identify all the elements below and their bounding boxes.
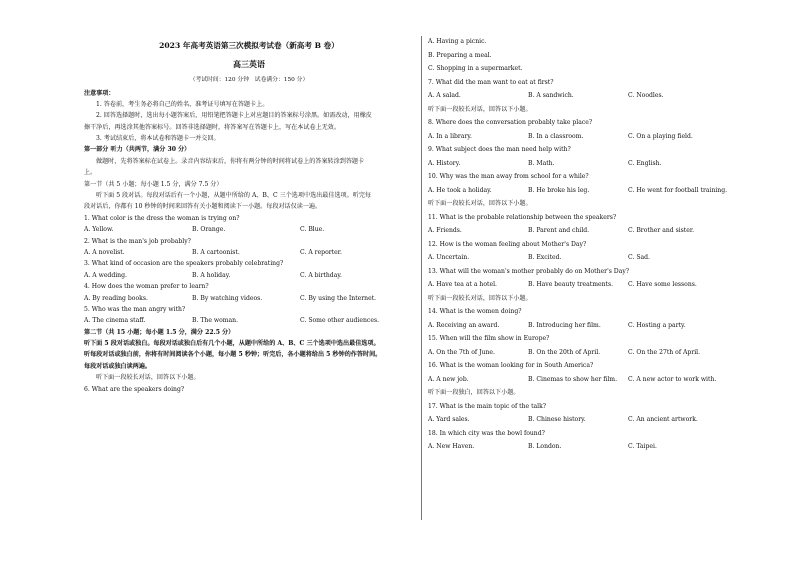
options-row xyxy=(84,317,414,325)
question-text: 2. What is the man's job probably? xyxy=(84,237,191,245)
option-a[interactable]: A. By reading books. xyxy=(84,294,148,302)
question-text: 7. What did the man want to eat at first? xyxy=(428,78,554,86)
options-row xyxy=(84,226,414,234)
option-b[interactable]: B. He broke his leg. xyxy=(528,186,590,194)
option-c[interactable]: C. Hosting a party. xyxy=(628,321,686,329)
option-a[interactable]: A. The cinema staff. xyxy=(84,317,146,325)
section2-instruction: 听下面 5 段对话或独白。每段对话或独白后有几个小题，从题中所给的 A、B、C 三个选项中选出最佳选项。 xyxy=(84,340,380,348)
options-row xyxy=(428,254,728,262)
question-text: 15. When will the film show in Europe? xyxy=(428,335,550,342)
note-item: 3. 考试结束后，将本试卷和答题卡一并交回。 xyxy=(96,135,220,143)
option-a[interactable]: A. Having a picnic. xyxy=(428,38,487,45)
part1-instruction: 做题时，先将答案标在试卷上。录音内容结束后，你将有两分钟的时间将试卷上的答案转涂到答题卡 xyxy=(96,157,365,165)
option-a[interactable]: A. Friends. xyxy=(428,227,462,234)
options-row xyxy=(428,133,728,141)
listen-prompt: 听下面一段独白，回答以下小题。 xyxy=(428,389,520,396)
option-c[interactable]: C. On the 27th of April. xyxy=(628,348,701,356)
question-text: 13. What will the woman's mother probably do on Mother's Day? xyxy=(428,267,630,275)
question-text: 6. What are the speakers doing? xyxy=(84,385,185,393)
option-c[interactable]: C. He went for football training. xyxy=(628,186,728,194)
options-row xyxy=(428,92,728,100)
option-c[interactable]: C. Sad. xyxy=(628,254,650,261)
section1-instruction: 段对话后，你都有 10 秒钟的时间来回答有关小题和阅读下一小题。每段对话仅读一遍。 xyxy=(84,203,322,211)
right-column xyxy=(428,38,728,451)
section2-heading: 第二节（共 15 小题；每小题 1.5 分，满分 22.5 分） xyxy=(84,328,235,336)
question-text: 14. What is the women doing? xyxy=(428,308,522,315)
question-text: 9. What subject does the man need help with? xyxy=(428,146,571,153)
options-row xyxy=(84,295,414,303)
option-b[interactable]: B. Math. xyxy=(528,159,555,167)
question-text: 18. In which city was the bowl found? xyxy=(428,429,545,437)
question-text: 12. How is the woman feeling about Mother's Day? xyxy=(428,240,587,248)
option-a[interactable]: A. Uncertain. xyxy=(428,254,470,261)
question-text: 17. What is the main topic of the talk? xyxy=(428,402,547,410)
option-c[interactable]: C. A reporter. xyxy=(300,248,342,256)
option-c[interactable]: C. Blue. xyxy=(300,226,325,234)
option-a[interactable]: A. History. xyxy=(428,159,461,167)
options-row xyxy=(428,349,728,357)
option-b[interactable]: B. The woman. xyxy=(192,317,239,325)
options-row xyxy=(428,376,728,384)
option-b[interactable]: B. Orange. xyxy=(192,226,226,234)
option-a[interactable]: A. A new job. xyxy=(428,375,469,383)
section2-instruction: 听每段对话或独白前，你将有时间阅读各个小题，每小题 5 秒钟；听完后，各小题将给出 5 秒钟的作答时间。 xyxy=(84,351,382,359)
option-b[interactable]: B. Chinese history. xyxy=(528,416,586,423)
question-text: 5. Who was the man angry with? xyxy=(84,305,186,313)
option-a[interactable]: A. Have tea at a hotel. xyxy=(428,281,497,288)
listen-prompt: 听下面一段较长对话，回答以下小题。 xyxy=(428,200,532,207)
note-item: 2. 回答选择题时，选出每小题答案后，用铅笔把答题卡上对应题目的答案标号涂黑。如需改动，用橡皮 xyxy=(96,112,372,120)
options-row xyxy=(428,322,728,330)
option-b[interactable]: B. Have beauty treatments. xyxy=(528,281,614,288)
column-divider xyxy=(421,36,422,520)
question-text: 16. What is the woman looking for in South America? xyxy=(428,362,594,369)
note-item: 擦干净后，再选涂其他答案标号。回答非选择题时，将答案写在答题卡上，写在本试卷上无效。 xyxy=(84,123,340,131)
option-c[interactable]: C. Noodles. xyxy=(628,92,664,99)
exam-meta: （考试时间：120 分钟 试卷满分：150 分） xyxy=(189,77,309,83)
option-b[interactable]: B. London. xyxy=(528,443,562,450)
option-b[interactable]: B. A sandwich. xyxy=(528,92,574,99)
option-a[interactable]: A. A novelist. xyxy=(84,248,125,256)
left-column xyxy=(84,38,414,394)
options-row xyxy=(428,187,728,195)
option-a[interactable]: A. He took a holiday. xyxy=(428,186,492,194)
option-a[interactable]: A. On the 7th of June. xyxy=(428,348,495,356)
section2-instruction: 每段对话或独白读两遍。 xyxy=(84,362,152,370)
option-a[interactable]: A. Yellow. xyxy=(84,226,114,234)
option-c[interactable]: C. Some other audiences. xyxy=(300,317,380,325)
option-c[interactable]: C. On a playing field. xyxy=(628,132,693,140)
section1-heading: 第一节（共 5 小题；每小题 1.5 分，满分 7.5 分） xyxy=(84,180,223,188)
note-item: 1. 答卷前，考生务必将自己的姓名、准考证号填写在答题卡上。 xyxy=(96,100,269,108)
option-a[interactable]: A. New Haven. xyxy=(428,443,475,450)
question-text: 8. Where does the conversation probably take place? xyxy=(428,119,593,126)
option-c[interactable]: C. Brother and sister. xyxy=(628,227,695,234)
option-c[interactable]: C. Have some lessons. xyxy=(628,281,697,288)
option-b[interactable]: B. On the 20th of April. xyxy=(528,348,601,356)
option-b[interactable]: B. Parent and child. xyxy=(528,227,590,234)
part1-instruction: 上。 xyxy=(84,169,97,177)
question-text: 10. Why was the man away from school for a while? xyxy=(428,173,589,180)
option-c[interactable]: C. A new actor to work with. xyxy=(628,375,717,383)
subject-title: 高三英语 xyxy=(233,59,265,69)
option-c[interactable]: C. English. xyxy=(628,159,662,167)
question-text: 11. What is the probable relationship between the speakers? xyxy=(428,213,617,221)
listen-prompt: 听下面一段较长对话，回答以下小题。 xyxy=(96,374,200,382)
option-b[interactable]: B. Excited. xyxy=(528,254,562,261)
options-row xyxy=(428,416,728,424)
options-row xyxy=(428,160,728,168)
question-text: 4. How does the woman prefer to learn? xyxy=(84,283,209,291)
options-row xyxy=(428,227,728,235)
option-c[interactable]: C. A birthday. xyxy=(300,271,342,279)
option-b[interactable]: B. A cartoonist. xyxy=(192,248,240,256)
question-text: 3. What kind of occasion are the speakers probably celebrating? xyxy=(84,260,284,268)
option-a[interactable]: A. A salad. xyxy=(428,92,461,99)
question-text: 1. What color is the dress the woman is trying on? xyxy=(84,214,240,222)
option-a[interactable]: A. Yard sales. xyxy=(428,416,470,423)
option-b[interactable]: B. In a classroom. xyxy=(528,132,584,140)
listen-prompt: 听下面一段较长对话，回答以下小题。 xyxy=(428,294,532,302)
options-row xyxy=(428,443,728,451)
section1-instruction: 听下面 5 段对话。每段对话后有一个小题，从题中所给的 A、B、C 三个选项中选出最佳选项。听完每 xyxy=(96,192,372,200)
options-row xyxy=(84,272,414,280)
option-a[interactable]: A. In a library. xyxy=(428,132,472,140)
option-b[interactable]: B. Introducing her film. xyxy=(528,321,601,329)
options-row xyxy=(428,281,728,289)
option-b[interactable]: B. Cinemas to show her film. xyxy=(528,375,618,383)
option-a[interactable]: A. A wedding. xyxy=(84,271,127,279)
option-c[interactable]: C. Taipei. xyxy=(628,443,657,450)
options-row xyxy=(84,249,414,257)
notes-heading: 注意事项： xyxy=(84,89,115,97)
option-b[interactable]: B. Preparing a meal. xyxy=(428,51,492,59)
exam-title: 2023 年高考英语第三次模拟考试卷（新高考 B 卷） xyxy=(159,41,339,50)
option-c[interactable]: C. An ancient artwork. xyxy=(628,416,698,423)
listen-prompt: 听下面一段较长对话，回答以下小题。 xyxy=(428,105,532,113)
option-b[interactable]: B. A holiday. xyxy=(192,271,231,279)
part1-heading: 第一部分 听力（共两节，满分 30 分） xyxy=(84,146,191,154)
option-c[interactable]: C. By using the Internet. xyxy=(300,294,377,302)
option-c[interactable]: C. Shopping in a supermarket. xyxy=(428,65,523,72)
option-a[interactable]: A. Receiving an award. xyxy=(428,321,500,329)
option-b[interactable]: B. By watching videos. xyxy=(192,294,263,302)
